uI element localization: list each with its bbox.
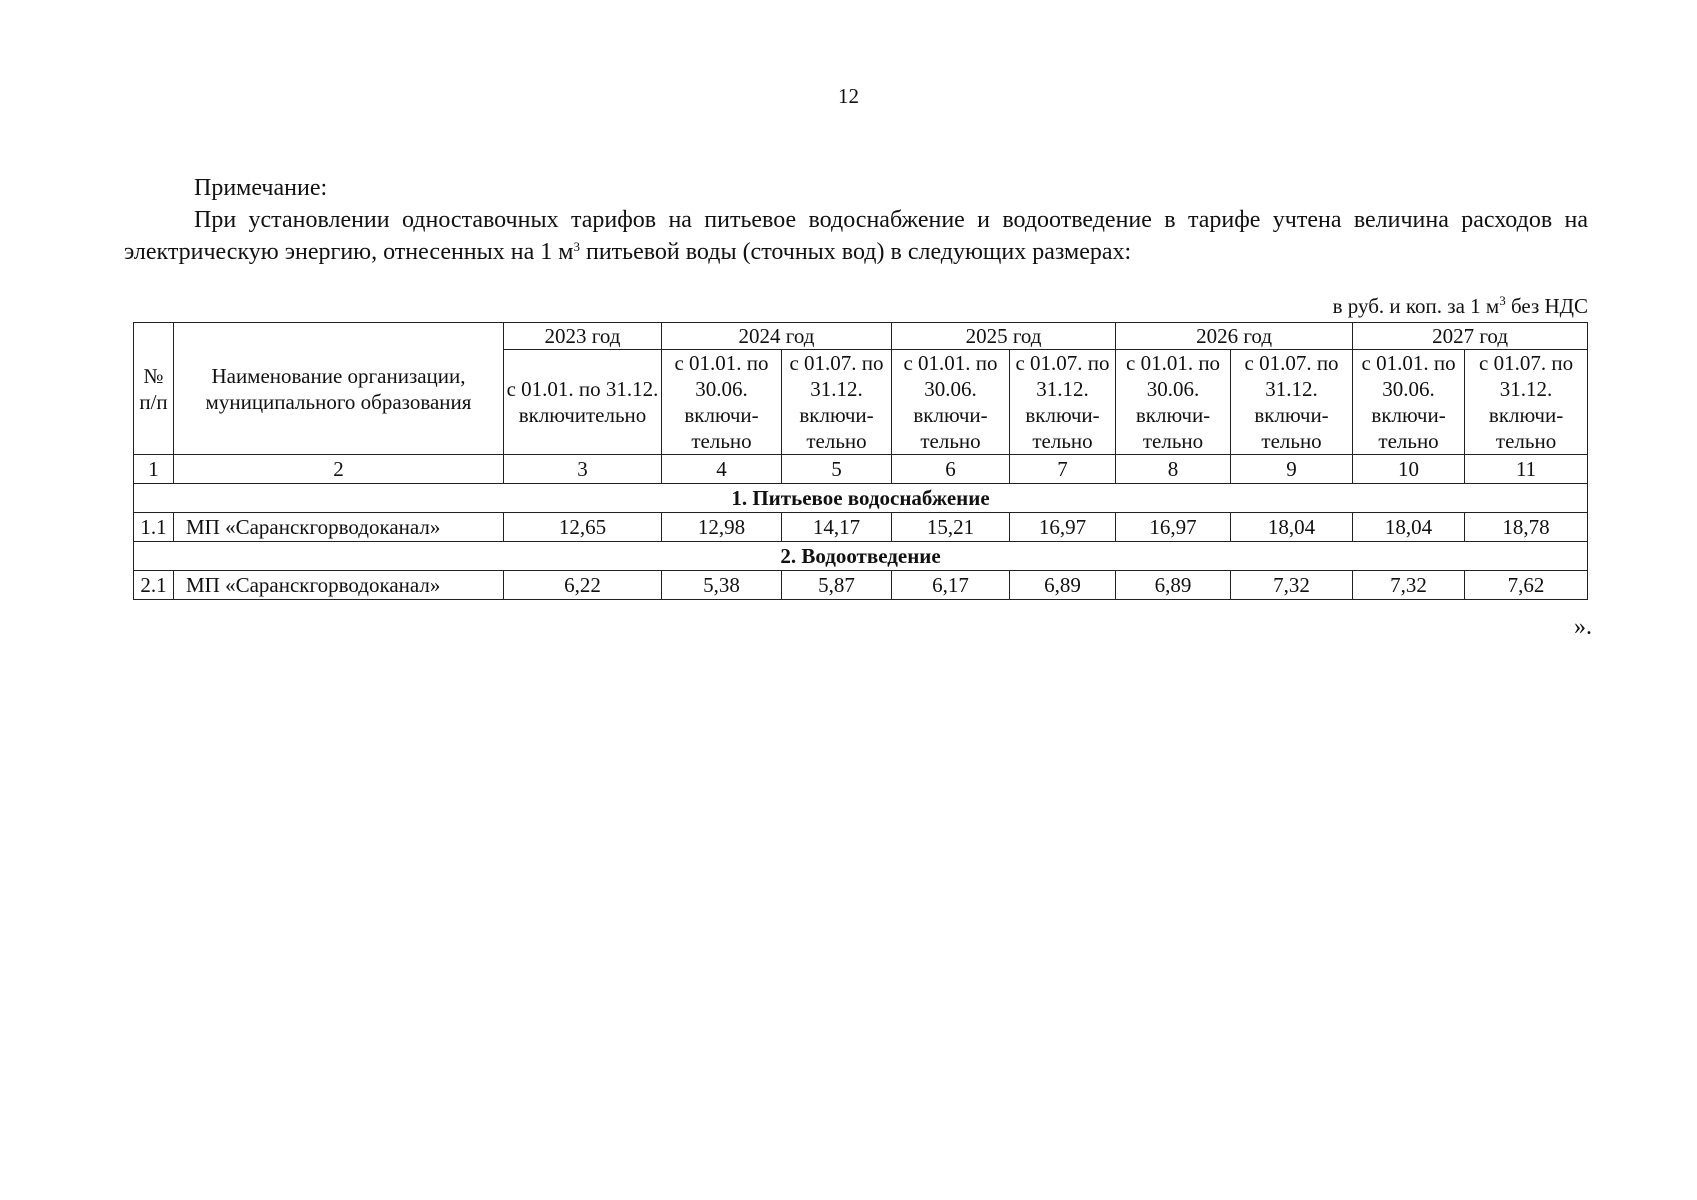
row-number: 2.1 [134,571,174,600]
column-number: 11 [1465,455,1588,484]
tariff-value: 6,89 [1010,571,1116,600]
header-period: с 01.07. по 31.12. включи-тельно [1231,350,1353,455]
column-number: 6 [892,455,1010,484]
column-number: 9 [1231,455,1353,484]
column-number: 10 [1353,455,1465,484]
note-block [124,172,1588,268]
note-body-text-end: питьевой воды (сточных вод) в следующих размерах: [579,239,1132,265]
tariff-value: 6,89 [1116,571,1231,600]
header-year: 2027 год [1353,323,1588,350]
units-text-end: без НДС [1505,294,1588,318]
section-row [134,542,1588,571]
tariff-value: 15,21 [892,513,1010,542]
column-number: 2 [174,455,504,484]
tariff-value: 7,32 [1353,571,1465,600]
header-number: № п/п [134,323,174,455]
tariff-value: 18,78 [1465,513,1588,542]
section-row [134,484,1588,513]
tariff-value: 14,17 [782,513,892,542]
tariff-table [133,322,1588,600]
tariff-value: 6,22 [504,571,662,600]
column-number-row [134,455,1588,484]
note-body-superscript: 3 [573,239,580,254]
tariff-value: 18,04 [1231,513,1353,542]
tariff-value: 12,98 [662,513,782,542]
header-period: с 01.01. по 30.06. включи-тельно [892,350,1010,455]
header-period: с 01.01. по 30.06. включи-тельно [1116,350,1231,455]
header-year: 2025 год [892,323,1116,350]
header-year: 2023 год [504,323,662,350]
column-number: 3 [504,455,662,484]
table-row [134,513,1588,542]
header-period: с 01.01. по 30.06. включи-тельно [662,350,782,455]
organization-name: МП «Саранскгорводоканал» [174,571,504,600]
header-period: с 01.01. по 31.12. включительно [504,350,662,455]
header-period: с 01.07. по 31.12. включи-тельно [782,350,892,455]
tariff-value: 16,97 [1010,513,1116,542]
tariff-value: 5,87 [782,571,892,600]
header-period: с 01.07. по 31.12. включи-тельно [1010,350,1116,455]
header-period: с 01.01. по 30.06. включи-тельно [1353,350,1465,455]
units-text: в руб. и коп. за 1 м [1332,294,1500,318]
header-year-row [134,323,1588,350]
tariff-value: 7,62 [1465,571,1588,600]
tariff-value: 5,38 [662,571,782,600]
note-title: Примечание: [194,175,328,201]
column-number: 4 [662,455,782,484]
note-body-text: При установлении одноставочных тарифов на питьевое водоснабжение и водоотведение в тарифе учтена величина расходов на электрическую энергию, отнесенных на 1 м [124,207,1588,265]
column-number: 5 [782,455,892,484]
column-number: 8 [1116,455,1231,484]
tariff-value: 16,97 [1116,513,1231,542]
tariff-value: 7,32 [1231,571,1353,600]
tariff-value: 6,17 [892,571,1010,600]
tariff-value: 12,65 [504,513,662,542]
row-number: 1.1 [134,513,174,542]
units-superscript: 3 [1499,293,1506,308]
organization-name: МП «Саранскгорводоканал» [174,513,504,542]
page-number: 12 [838,84,859,108]
units-caption [1333,294,1588,319]
table-row [134,571,1588,600]
column-number: 7 [1010,455,1116,484]
tariff-value: 18,04 [1353,513,1465,542]
note-body [124,204,1588,268]
header-organization: Наименование организации, муниципального образования [174,323,504,455]
header-year: 2024 год [662,323,892,350]
closing-quote: ». [1574,614,1592,640]
header-year: 2026 год [1116,323,1353,350]
section-title: 1. Питьевое водоснабжение [134,484,1588,513]
header-period: с 01.07. по 31.12. включи-тельно [1465,350,1588,455]
section-title: 2. Водоотведение [134,542,1588,571]
column-number: 1 [134,455,174,484]
